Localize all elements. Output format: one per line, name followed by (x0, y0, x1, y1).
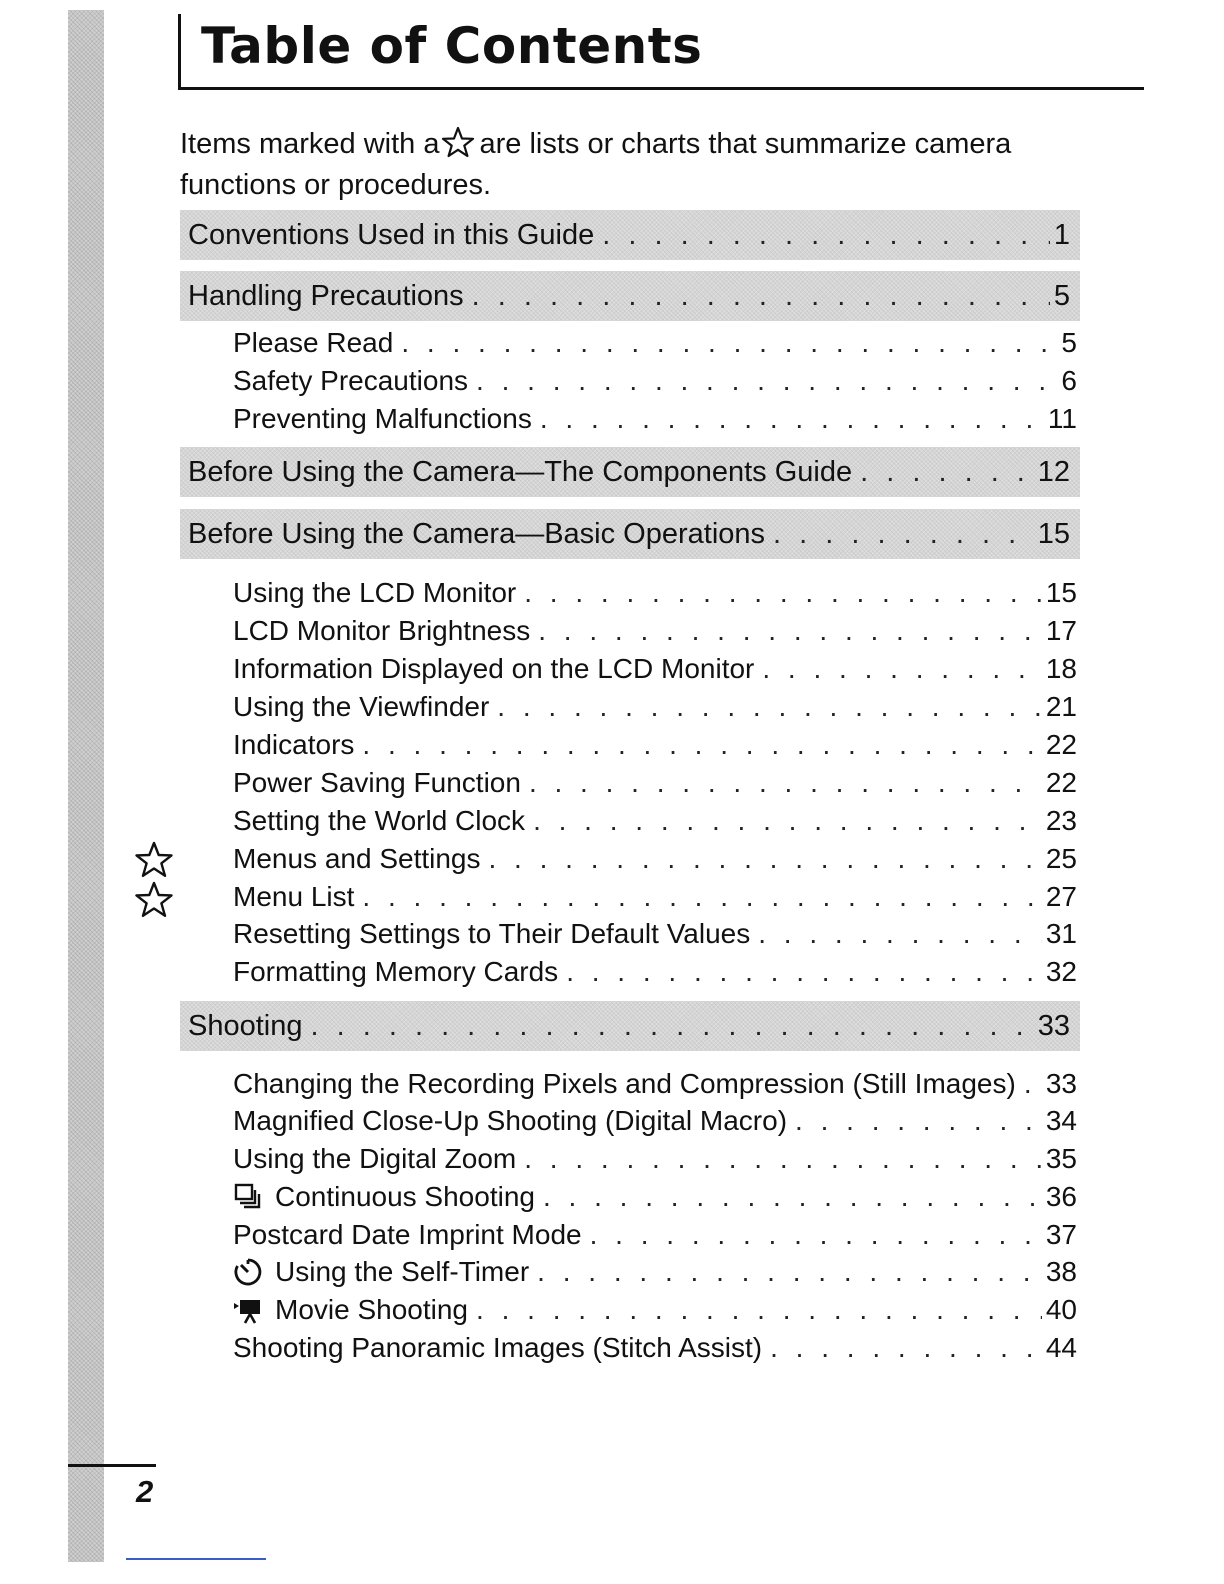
toc-entry-label: Movie Shooting (275, 1294, 469, 1325)
toc-leader-dots (538, 615, 1042, 647)
toc-entry[interactable] (233, 1140, 1077, 1178)
toc-leader-dots (795, 1105, 1042, 1137)
toc-entry-label: Menu List (233, 881, 355, 912)
star-outline-icon (134, 880, 174, 920)
toc-section-page: 33 (1037, 1009, 1070, 1042)
toc-entry[interactable] (233, 726, 1077, 764)
toc-entry-page: 36 (1045, 1181, 1077, 1212)
toc-leader-dots (773, 518, 1034, 551)
toc-entry[interactable] (233, 1065, 1077, 1103)
toc-entry-starred[interactable] (233, 840, 1077, 878)
toc-leader-dots (476, 1294, 1042, 1326)
toc-entry-label: Setting the World Clock (233, 805, 526, 836)
toc-leader-dots (762, 653, 1041, 685)
star-outline-icon (134, 840, 174, 880)
toc-entry[interactable] (233, 688, 1077, 726)
toc-entry-label-wrap (233, 1256, 529, 1288)
toc-section-label: Conventions Used in this Guide (188, 218, 595, 251)
toc-entry-label: Menus and Settings (233, 843, 481, 874)
toc-entry-label: Using the Self-Timer (275, 1256, 530, 1287)
title-frame (178, 14, 1144, 90)
toc-entry[interactable] (233, 574, 1077, 612)
toc-entry-label: Using the Digital Zoom (233, 1143, 517, 1174)
page-number-rule (68, 1464, 156, 1467)
toc-entry-page: 23 (1045, 805, 1077, 836)
toc-leader-dots (476, 365, 1057, 397)
toc-leader-dots (860, 456, 1034, 489)
self-timer-icon (233, 1257, 263, 1287)
toc-entry-label-wrap (233, 1181, 535, 1213)
movie-camera-icon (233, 1295, 263, 1325)
toc-entry-starred[interactable] (233, 878, 1077, 916)
toc-entry-label: Postcard Date Imprint Mode (233, 1219, 582, 1250)
toc-entry-label: Formatting Memory Cards (233, 956, 559, 987)
toc-entry-page: 38 (1045, 1256, 1077, 1287)
toc-leader-dots (537, 1256, 1042, 1288)
toc-entry-label: Magnified Close-Up Shooting (Digital Macro) (233, 1105, 788, 1136)
intro-text-after: are lists or charts that summarize camera functions or procedures. (180, 128, 1012, 201)
toc-section-page: 5 (1053, 279, 1070, 312)
toc-entry-page: 22 (1045, 729, 1077, 760)
toc-entry-label: Please Read (233, 327, 394, 358)
toc-section-handling-precautions[interactable] (180, 271, 1080, 321)
toc-section-components-guide[interactable] (180, 447, 1080, 497)
toc-entry-page: 35 (1045, 1143, 1077, 1174)
toc-entry[interactable] (233, 650, 1077, 688)
toc-entry-page: 33 (1045, 1068, 1077, 1099)
toc-leader-dots (770, 1332, 1042, 1364)
toc-entry-page: 37 (1045, 1219, 1077, 1250)
bottom-accent-line (126, 1558, 266, 1560)
toc-leader-dots (497, 691, 1042, 723)
toc-section-basic-operations[interactable] (180, 509, 1080, 559)
toc-leader-dots (401, 327, 1057, 359)
toc-entry-page: 5 (1061, 327, 1077, 358)
page-title: Table of Contents (201, 17, 703, 75)
page-edge-strip (68, 10, 104, 1562)
toc-leader-dots (602, 219, 1050, 252)
toc-section-label: Shooting (188, 1009, 303, 1042)
toc-section-page: 1 (1053, 218, 1070, 251)
toc-entry[interactable] (233, 612, 1077, 650)
toc-entry-label-wrap (233, 1294, 468, 1326)
toc-entry[interactable] (233, 953, 1077, 991)
toc-leader-dots (543, 1181, 1042, 1213)
toc-entry[interactable] (233, 915, 1077, 953)
toc-leader-dots (540, 403, 1044, 435)
toc-entry-page: 32 (1045, 956, 1077, 987)
toc-section-page: 12 (1037, 455, 1070, 488)
toc-entry-page: 11 (1047, 403, 1077, 434)
toc-entry-label: Continuous Shooting (275, 1181, 535, 1212)
toc-leader-dots (1024, 1068, 1042, 1100)
toc-entry[interactable] (233, 400, 1077, 438)
toc-entry[interactable] (233, 362, 1077, 400)
toc-entry-label: Safety Precautions (233, 365, 469, 396)
toc-entry-label: Resetting Settings to Their Default Values (233, 918, 751, 949)
toc-entry-label: Using the LCD Monitor (233, 577, 517, 608)
toc-entry[interactable] (233, 802, 1077, 840)
toc-entry-page: 25 (1045, 843, 1077, 874)
toc-section-label: Before Using the Camera—The Components Guide (188, 455, 853, 488)
intro-text-before: Items marked with a (180, 128, 440, 160)
toc-section-page: 15 (1037, 517, 1070, 550)
toc-section-conventions[interactable] (180, 210, 1080, 260)
toc-entry-page: 6 (1061, 365, 1077, 396)
toc-entry-page: 31 (1045, 918, 1077, 949)
toc-leader-dots (529, 767, 1042, 799)
toc-entry-page: 34 (1045, 1105, 1077, 1136)
toc-leader-dots (311, 1010, 1034, 1043)
toc-entry[interactable] (233, 1178, 1077, 1216)
toc-entry[interactable] (233, 1216, 1077, 1254)
toc-leader-dots (362, 881, 1041, 913)
toc-entry-label: Using the Viewfinder (233, 691, 490, 722)
toc-entry-label: Changing the Recording Pixels and Compression (Still Images) (233, 1068, 1016, 1099)
toc-leader-dots (533, 805, 1042, 837)
toc-entry[interactable] (233, 764, 1077, 802)
toc-section-label: Before Using the Camera—Basic Operations (188, 517, 766, 550)
toc-entry-label: Preventing Malfunctions (233, 403, 532, 434)
toc-entry-label: Power Saving Function (233, 767, 521, 798)
toc-entry-label: Information Displayed on the LCD Monitor (233, 653, 755, 684)
toc-entry-page: 18 (1045, 653, 1077, 684)
toc-entry-page: 15 (1045, 577, 1077, 608)
toc-entry[interactable] (233, 1102, 1077, 1140)
toc-section-label: Handling Precautions (188, 279, 464, 312)
toc-entry[interactable] (233, 1253, 1077, 1291)
toc-entry-label: LCD Monitor Brightness (233, 615, 531, 646)
toc-entry-label: Indicators (233, 729, 355, 760)
toc-entry[interactable] (233, 324, 1077, 362)
page-number: 2 (136, 1474, 154, 1509)
toc-entry-page: 17 (1045, 615, 1077, 646)
continuous-shooting-icon (233, 1182, 263, 1212)
toc-leader-dots (472, 280, 1050, 313)
toc-leader-dots (524, 577, 1042, 609)
toc-entry[interactable] (233, 1291, 1077, 1329)
toc-leader-dots (362, 729, 1041, 761)
toc-leader-dots (590, 1219, 1042, 1251)
toc-leader-dots (489, 843, 1042, 875)
toc-entry-page: 27 (1045, 881, 1077, 912)
toc-leader-dots (566, 956, 1042, 988)
toc-section-shooting[interactable] (180, 1001, 1080, 1051)
toc-leader-dots (758, 918, 1042, 950)
toc-entry-page: 21 (1045, 691, 1077, 722)
intro-text (180, 126, 1080, 203)
toc-entry-page: 44 (1045, 1332, 1077, 1363)
toc-entry[interactable] (233, 1329, 1077, 1367)
toc-entry-page: 22 (1045, 767, 1077, 798)
star-outline-icon (441, 126, 475, 167)
toc-entry-label: Shooting Panoramic Images (Stitch Assist) (233, 1332, 763, 1363)
toc-entry-page: 40 (1045, 1294, 1077, 1325)
toc-leader-dots (524, 1143, 1042, 1175)
